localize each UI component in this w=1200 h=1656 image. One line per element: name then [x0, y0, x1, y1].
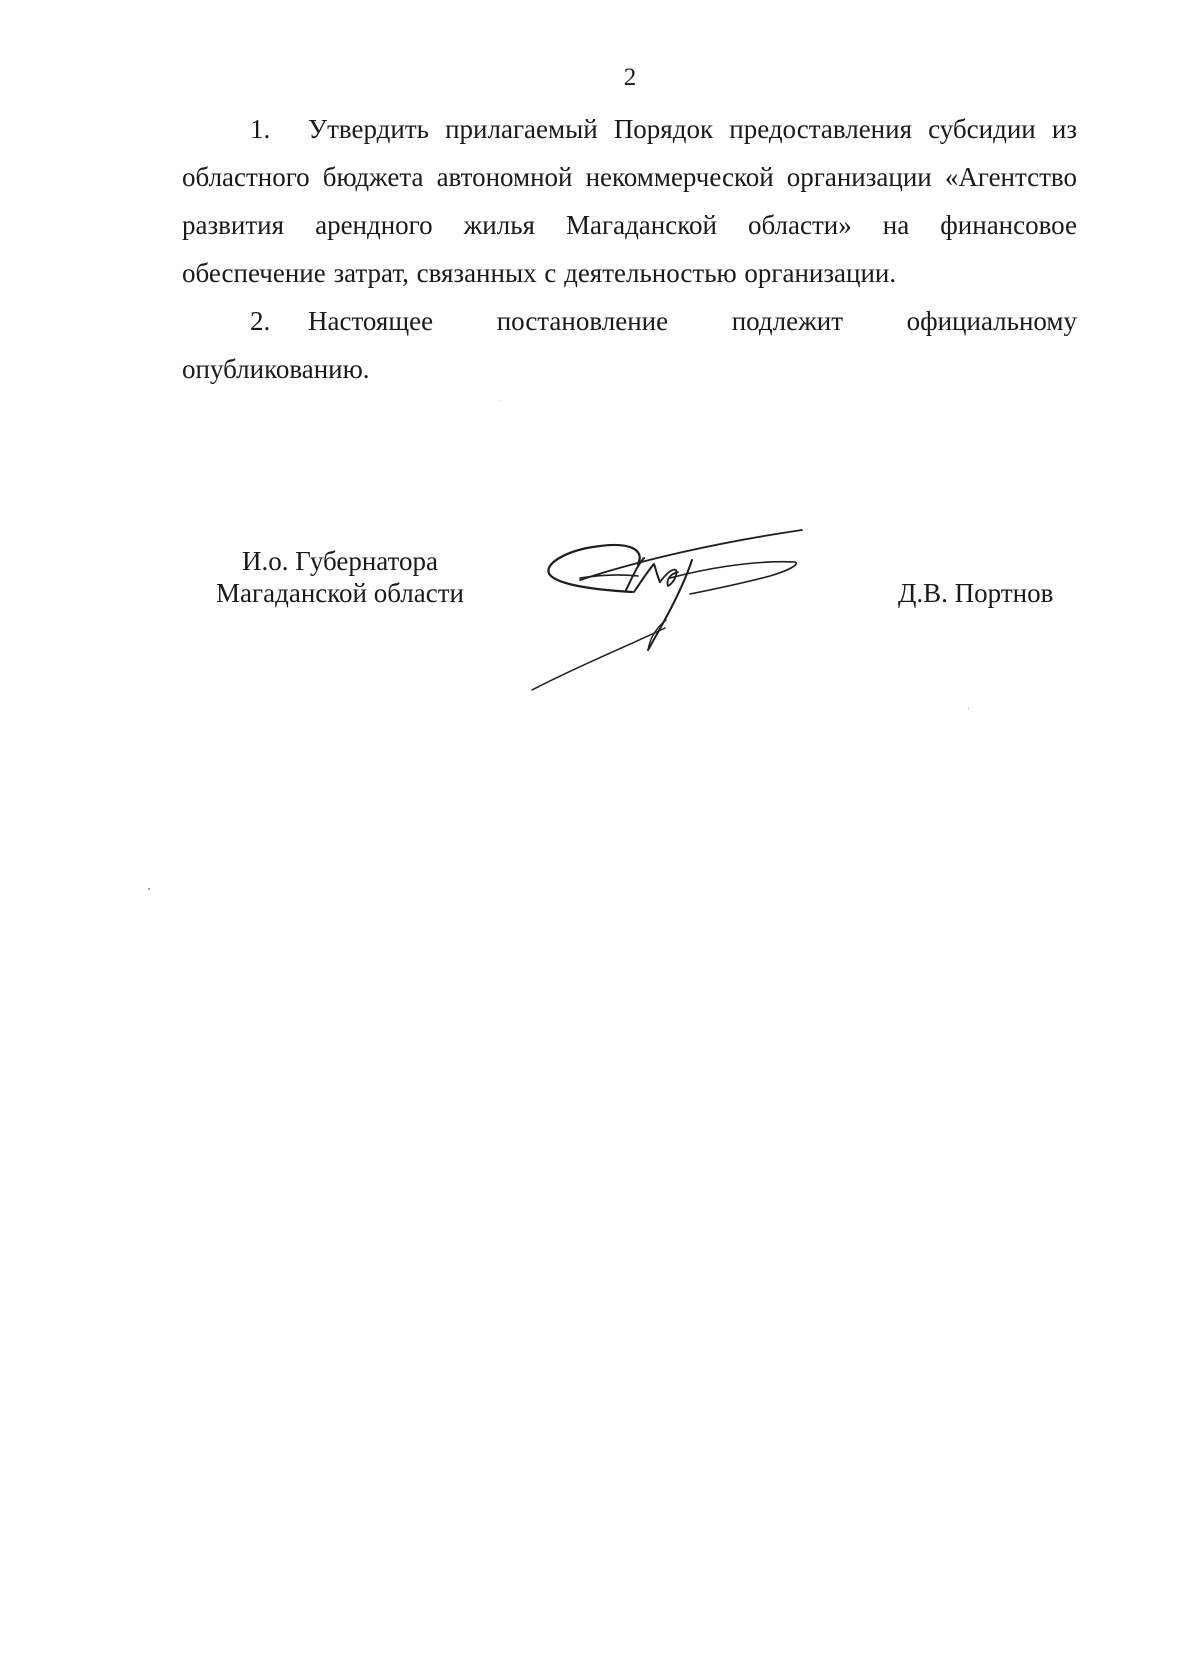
signer-position-line-1: И.о. Губернатора	[241, 546, 438, 576]
handwritten-signature	[520, 520, 820, 700]
page-number: 2	[623, 64, 637, 91]
paragraph-2-number: 2.	[250, 306, 271, 336]
paragraph-2	[182, 297, 1077, 393]
signer-position-line-2: Магаданской области	[216, 578, 464, 608]
signature-block	[0, 545, 1200, 705]
paragraph-1-number: 1.	[250, 114, 271, 144]
paragraph-2-text: Настоящее постановление подлежит официальному опубликованию.	[182, 306, 1077, 384]
scan-speck	[968, 708, 969, 709]
scan-speck	[500, 400, 501, 401]
signer-position	[175, 545, 505, 609]
paragraph-1	[182, 105, 1077, 297]
scan-speck	[148, 888, 150, 890]
paragraph-1-text: Утвердить прилагаемый Порядок предоставления субсидии из областного бюджета автономной некоммерческой организации «Агентство развития арендного жилья Магаданской области» на финансовое обеспечение затрат, связанных с деятельностью организации.	[182, 114, 1077, 288]
signer-name: Д.В. Портнов	[898, 578, 1054, 608]
document-body	[182, 105, 1077, 393]
